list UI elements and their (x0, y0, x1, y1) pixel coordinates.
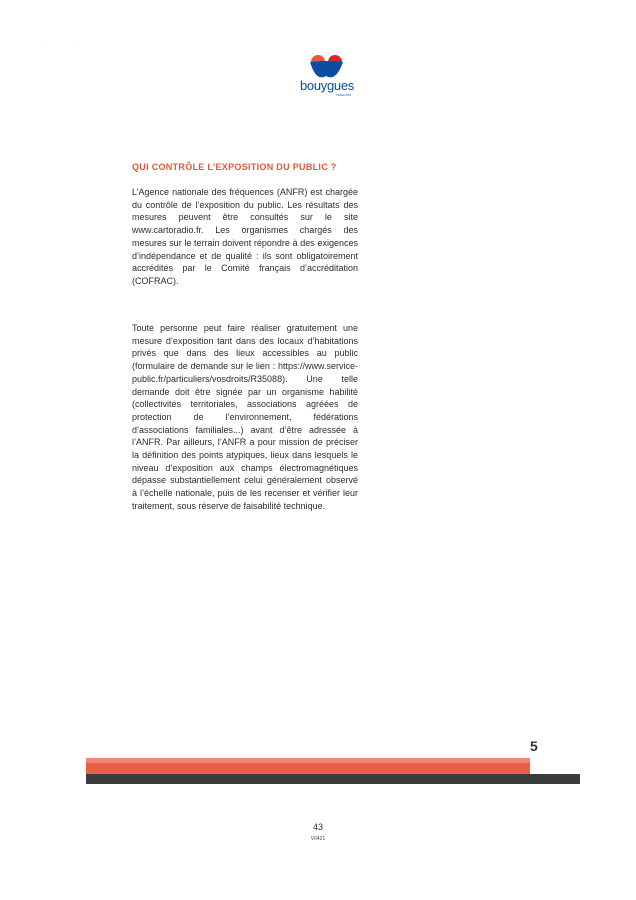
logo-subtext: TELECOM (336, 93, 351, 97)
footer-version-code: V0421 (310, 836, 326, 842)
paragraph-anfr: L’Agence nationale des fréquences (ANFR) est chargée du contrôle de l’exposition du public. Les résultats des mesures peuvent être consultés sur le site www.cartoradio.fr. Les organismes chargés des mesures sur le terrain doivent répondre à des exigences d’indépendance et de qualité : ils sont obligatoirement accrédités par le Comité français d’accréditation (COFRAC). (132, 187, 358, 286)
bouygues-logo (292, 52, 362, 102)
footer-page-number: 43 (312, 822, 323, 832)
brochure-page-number: 5 (530, 738, 538, 754)
section-heading: QUI CONTRÔLE L’EXPOSITION DU PUBLIC ? (132, 162, 337, 172)
dark-band (86, 774, 580, 784)
decorative-bar (86, 758, 580, 786)
logo-wordmark: bouygues (300, 78, 354, 93)
scan-artifacts: · · (44, 40, 78, 46)
paragraph-measurement: Toute personne peut faire réaliser gratuitement une mesure d’exposition tant dans des locaux d’habitations privés que dans des lieux accessibles au public (formulaire de demande sur le lien : https://www.service-public.fr/particuliers/vosdroits/R35088). Une telle demande doit être signée par un organisme habilité (collectivités territoriales, associations agréées de protection de l’environnement, fédérations d’associations familiales...) avant d’être adressée à l’ANFR. Par ailleurs, l’ANFR a pour mission de préciser la définition des points atypiques, lieux dans lesquels le niveau d’exposition aux champs électromagnétiques dépasse substantiellement celui généralement observé à l’échelle nationale, puis de les recenser et vérifier leur traitement, sous réserve de faisabilité technique. (132, 323, 358, 511)
